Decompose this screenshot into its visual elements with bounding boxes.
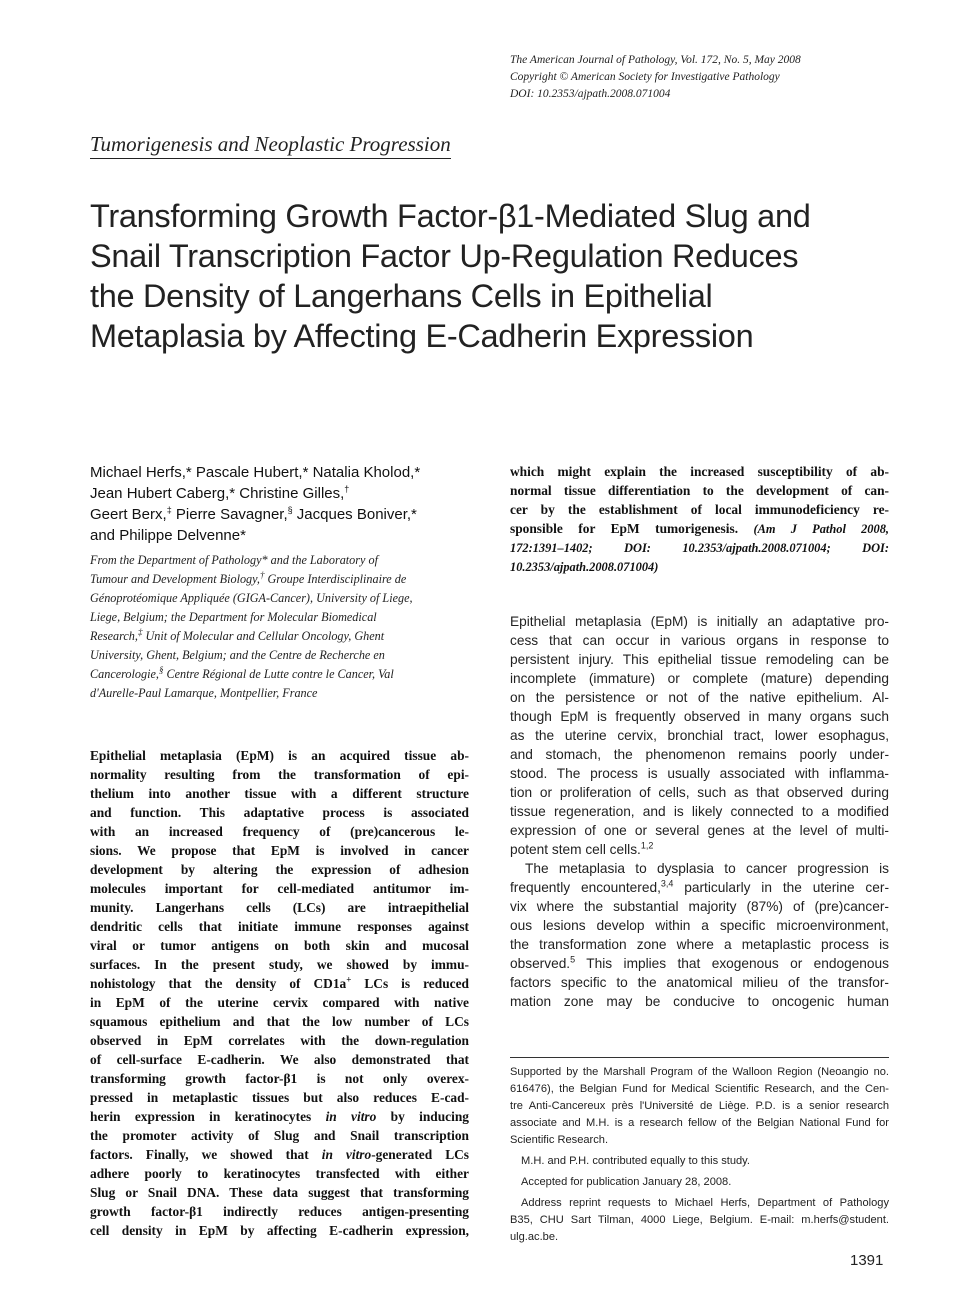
abstract-line: of cell-surface E-cadherin. We also demonstrated that	[90, 1052, 469, 1067]
footnotes	[510, 1064, 889, 1246]
abstract-line: cer by the establishment of local immunodeficiency re-	[510, 502, 889, 517]
affiliation-line: From the Department of Pathology* and the Laboratory of	[90, 553, 378, 567]
footnote-line: Supported by the Marshall Program of the Walloon Region (Neoangio no.	[510, 1066, 889, 1078]
abstract-line: munity. Langerhans cells (LCs) are intraepithelial	[90, 900, 469, 915]
affiliation-line: d'Aurelle-Paul Lamarque, Montpellier, France	[90, 686, 318, 700]
footnote-equal-contribution: M.H. and P.H. contributed equally to this study.	[521, 1155, 750, 1167]
article-title	[90, 196, 910, 356]
abstract-right-column	[510, 462, 889, 577]
affiliation-text: Research,	[90, 629, 138, 643]
body-line	[510, 840, 889, 859]
body-line: incomplete (immature) or complete (mature) depending	[510, 671, 889, 686]
author-line	[90, 483, 490, 504]
affiliation-line	[90, 627, 470, 646]
title-line: Metaplasia by Affecting E-Cadherin Expression	[90, 318, 754, 354]
abstract-text: herin expression in keratinocytes	[90, 1109, 326, 1124]
abstract-left-column	[90, 746, 469, 1240]
body-line: factors specific to the anatomical milieu of the transfor-	[510, 975, 889, 990]
abstract-line: which might explain the increased susceptibility of ab-	[510, 464, 889, 479]
abstract-line: the promoter activity of Slug and Snail transcription	[90, 1128, 469, 1143]
affiliation-text: Groupe Interdisciplinaire de	[264, 572, 407, 586]
abstract-text: by inducing	[376, 1109, 469, 1124]
affiliation-mark: †	[344, 484, 350, 494]
affiliation-mark: §	[287, 505, 293, 515]
abstract-line: cell density in EpM by affecting E-cadherin expression,	[90, 1223, 469, 1238]
body-line: cess that can occur in various organs in response to	[510, 633, 889, 648]
abstract-line: development by altering the expression of adhesion	[90, 862, 469, 877]
abstract-line: Slug or Snail DNA. These data suggest that transforming	[90, 1185, 469, 1200]
body-line: though EpM is frequently observed in many organs such	[510, 709, 889, 724]
body-line: vix where the substantial majority (87%) of (pre)cancer-	[510, 899, 889, 914]
body-text: potent stem cell cells.	[510, 842, 641, 857]
citation-line: 10.2353/ajpath.2008.071004)	[510, 560, 659, 574]
abstract-line: observed in EpM correlates with the down-regulation	[90, 1033, 469, 1048]
abstract-line: squamous epithelium and that the low number of LCs	[90, 1014, 469, 1029]
abstract-text: nohistology that the density of CD1a	[90, 976, 347, 991]
body-line: tion or proliferation of cells, such as that observed during	[510, 785, 889, 800]
abstract-text: sponsible for EpM tumorigenesis.	[510, 521, 754, 536]
body-line: persistent injury. This epithelial tissue remodeling can be	[510, 652, 889, 667]
author-text: Jacques Boniver,*	[292, 506, 417, 523]
footnote-line: B35, CHU Sart Tilman, 4000 Liege, Belgium. E-mail: m.herfs@student.	[510, 1214, 889, 1226]
affiliation-mark: ‡	[166, 505, 172, 515]
affiliation-line	[90, 570, 470, 589]
footnote-line: associate and M.H. is a research fellow of the Belgian National Fund for	[510, 1117, 889, 1129]
affiliation-text: Cancerologie,	[90, 667, 159, 681]
citation-text: (Am J Pathol 2008,	[753, 522, 889, 536]
journal-citation: The American Journal of Pathology, Vol. 172, No. 5, May 2008	[510, 54, 801, 66]
footnote-line: ulg.ac.be.	[510, 1231, 559, 1243]
affiliation-mark: ‡	[137, 626, 143, 637]
affiliation-mark: §	[158, 664, 164, 675]
abstract-line: surfaces. In the present study, we showed by immu-	[90, 957, 469, 972]
abstract-line: thelium into another tissue with a different structure	[90, 786, 469, 801]
footnote-line: Address reprint requests to Michael Herfs, Department of Pathology	[521, 1197, 889, 1209]
citation-ref: 3,4	[660, 878, 674, 889]
footnote-divider	[510, 1057, 889, 1058]
italic-term: in vitro	[321, 1147, 372, 1162]
body-line	[510, 878, 889, 897]
body-text: observed.	[510, 956, 571, 971]
abstract-line	[510, 519, 889, 539]
author-line: Michael Herfs,* Pascale Hubert,* Natalia Kholod,*	[90, 464, 421, 481]
footnote-line: 616476), the Belgian Fund for Medical Scientific Research, and the Cen-	[510, 1083, 889, 1095]
title-line: Snail Transcription Factor Up-Regulation Reduces	[90, 238, 799, 274]
affiliations	[90, 551, 470, 703]
italic-term: in vitro	[325, 1109, 377, 1124]
abstract-line: Epithelial metaplasia (EpM) is an acquired tissue ab-	[90, 748, 469, 763]
citation-line: 172:1391–1402; DOI: 10.2353/ajpath.2008.071004; DOI:	[510, 541, 889, 555]
abstract-line	[90, 974, 469, 993]
abstract-line: viral or tumor antigens on both skin and mucosal	[90, 938, 469, 953]
introduction-text	[510, 612, 889, 1011]
abstract-line: dendritic cells that initiate immune responses against	[90, 919, 469, 934]
body-line: expression of one or several genes at the level of multi-	[510, 823, 889, 838]
page-number: 1391	[850, 1252, 884, 1269]
abstract-text: factors. Finally, we showed that	[90, 1147, 322, 1162]
body-text: This implies that exogenous or endogenous	[575, 956, 889, 971]
journal-doi: DOI: 10.2353/ajpath.2008.071004	[510, 88, 671, 100]
affiliation-line	[90, 665, 470, 684]
abstract-line: with an increased frequency of (pre)cancerous le-	[90, 824, 469, 839]
superscript: +	[346, 974, 352, 985]
body-line: the transformation zone where a metaplastic process is	[510, 937, 889, 952]
abstract-text: -generated LCs	[371, 1147, 470, 1162]
author-line: and Philippe Delvenne*	[90, 527, 246, 544]
body-line: ous lesions develop within a specific microenvironment,	[510, 918, 889, 933]
author-text: Jean Hubert Caberg,* Christine Gilles,	[90, 485, 345, 502]
body-text: particularly in the uterine cer-	[673, 880, 890, 895]
body-text: frequently encountered,	[510, 880, 661, 895]
author-list	[90, 462, 490, 546]
abstract-line: in EpM of the uterine cervix compared with native	[90, 995, 469, 1010]
author-line	[90, 504, 490, 525]
body-line: stood. The process is usually associated with inflamma-	[510, 766, 889, 781]
citation-ref: 1,2	[640, 840, 654, 851]
title-line: the Density of Langerhans Cells in Epithelial	[90, 278, 713, 314]
abstract-line: sions. We propose that EpM is involved in cancer	[90, 843, 469, 858]
footnote-line: Scientific Research.	[510, 1134, 609, 1146]
affiliation-line: University, Ghent, Belgium; and the Centre de Recherche en	[90, 648, 385, 662]
body-line: Epithelial metaplasia (EpM) is initially an adaptative pro-	[510, 614, 889, 629]
author-text: Pierre Savagner,	[171, 506, 288, 523]
abstract-line	[90, 1107, 469, 1126]
affiliation-text: Tumour and Development Biology,	[90, 572, 260, 586]
abstract-line: and function. This adaptative process is associated	[90, 805, 469, 820]
affiliation-line: Liege, Belgium; the Department for Molecular Biomedical	[90, 610, 377, 624]
journal-copyright: Copyright © American Society for Investigative Pathology	[510, 71, 780, 83]
body-line: tissue regeneration, and is likely connected to a modified	[510, 804, 889, 819]
body-line: as the uterine cervix, bronchial tract, lower esophagus,	[510, 728, 889, 743]
body-line	[510, 954, 889, 973]
abstract-line: pressed in metaplastic tissues but also reduces E-cad-	[90, 1090, 469, 1105]
body-line: on the persistence or not of the native epithelium. Al-	[510, 690, 889, 705]
abstract-line: adhere poorly to keratinocytes transfected with either	[90, 1166, 469, 1181]
journal-header	[510, 52, 910, 103]
footnote-line: tre Anti-Cancereux près l'Université de Liège. P.D. is a senior research	[510, 1100, 889, 1112]
section-heading: Tumorigenesis and Neoplastic Progression	[90, 131, 451, 159]
body-line: mation zone may be conducive to oncogenic human	[510, 994, 889, 1009]
footnote-accepted-date: Accepted for publication January 28, 2008.	[521, 1176, 732, 1188]
body-line: and stomach, the phenomenon remains poorly under-	[510, 747, 889, 762]
abstract-line: molecules important for cell-mediated antitumor im-	[90, 881, 469, 896]
author-text: Geert Berx,	[90, 506, 167, 523]
affiliation-text: Centre Régional de Lutte contre le Cancer, Val	[163, 667, 394, 681]
abstract-line: normality resulting from the transformation of epi-	[90, 767, 469, 782]
abstract-line	[90, 1145, 469, 1164]
affiliation-text: Unit of Molecular and Cellular Oncology, Ghent	[142, 629, 385, 643]
abstract-line: normal tissue differentiation to the development of can-	[510, 483, 889, 498]
abstract-line: growth factor-β1 indirectly reduces antigen-presenting	[90, 1204, 469, 1219]
abstract-text: LCs is reduced	[351, 976, 469, 991]
affiliation-mark: †	[259, 569, 265, 580]
title-line: Transforming Growth Factor-β1-Mediated Slug and	[90, 198, 811, 234]
abstract-line: transforming growth factor-β1 is not only overex-	[90, 1071, 469, 1086]
body-line: The metaplasia to dysplasia to cancer progression is	[525, 861, 889, 876]
citation-ref: 5	[570, 954, 576, 965]
affiliation-line: Génoprotéomique Appliquée (GIGA-Cancer), University of Liege,	[90, 591, 413, 605]
